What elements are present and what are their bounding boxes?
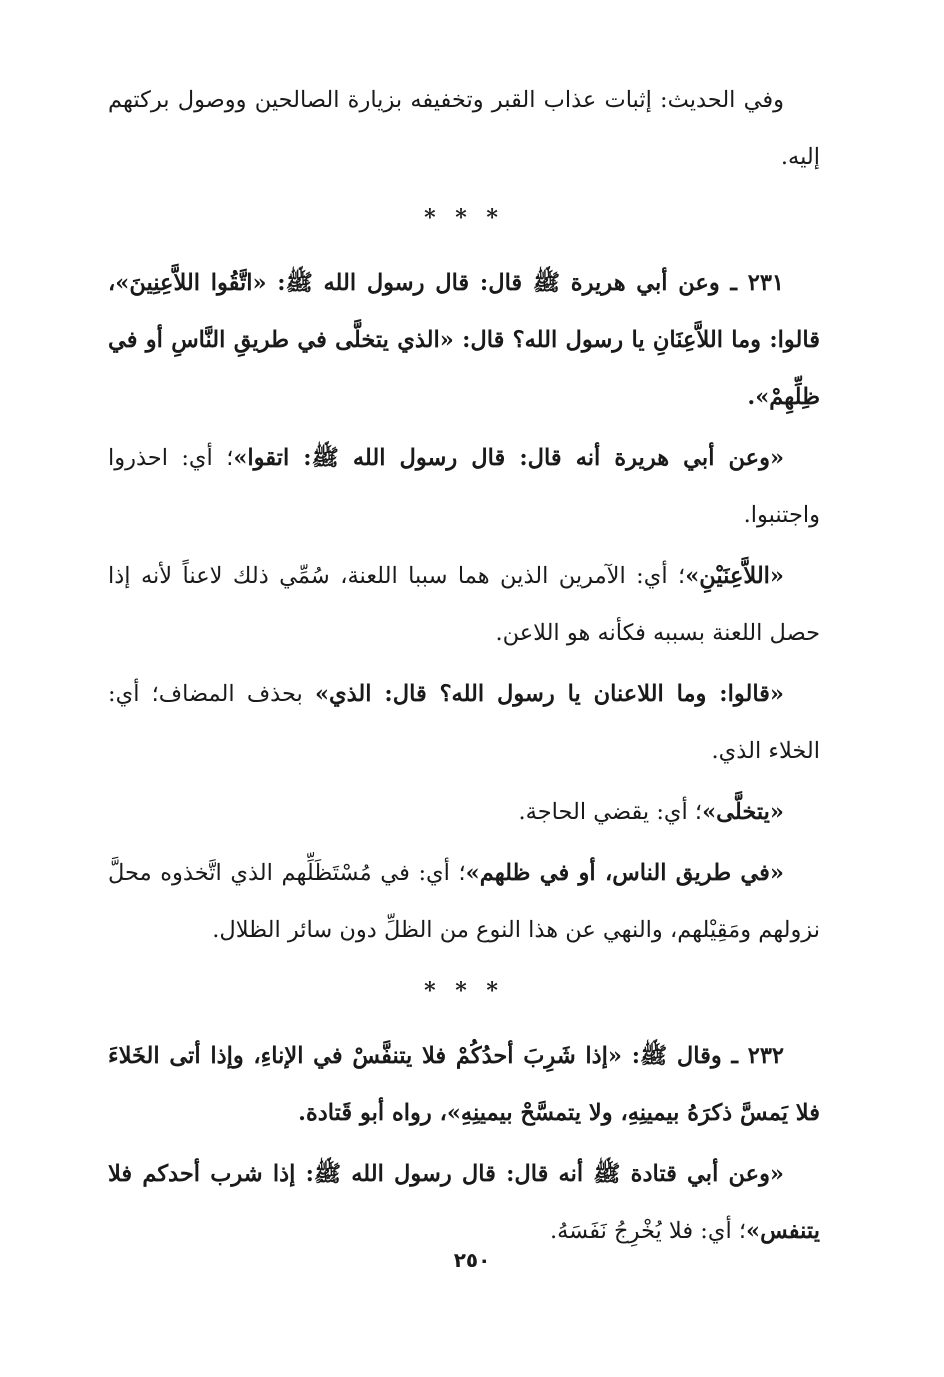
intro-paragraph [108,72,820,186]
intro-text: وفي الحديث: إثبات عذاب القبر وتخفيفه بزيارة الصالحين ووصول بركتهم إليه. [108,87,820,170]
commentary-231-p4 [108,784,820,841]
page-body [108,72,820,1260]
quoted-phrase: «قالوا: وما اللاعنان يا رسول الله؟ قال: الذي» [314,681,784,707]
commentary-232-p1 [108,1146,820,1260]
explanation-text: ؛ أي: في مُسْتَظَلِّهم الذي اتَّخذوه محلَّ نزولهم ومَقِيْلهم، والنهي عن هذا النوع من الظلِّ دون سائر الظلال. [108,860,820,943]
quoted-phrase: «في طريق الناس، أو في ظلهم» [465,860,784,886]
commentary-231-p5 [108,845,820,959]
quoted-phrase: «وعن أبي قتادة ﷺ أنه قال: قال رسول الله ﷺ: إذا شرب أحدكم فلا يتنفس» [108,1161,820,1244]
explanation-text: بحذف المضاف؛ أي: الخلاء الذي. [108,681,820,764]
commentary-231-p1 [108,430,820,544]
quoted-phrase: «اللاَّعِنَيْنِ» [685,563,784,589]
section-separator: * * * [424,978,504,1004]
explanation-text: ؛ أي: الآمرين الذين هما سببا اللعنة، سُمِّي ذلك لاعناً لأنه إذا حصل اللعنة بسببه فكأنه هو اللاعن. [108,563,820,646]
section-separator: * * * [424,205,504,231]
hadith-231-text: ٢٣١ ـ وعن أبي هريرة ﷺ قال: قال رسول الله ﷺ: «اتَّقُوا اللاَّعِنِينَ»، قالوا: وما اللاَّعِنَانِ يا رسول الله؟ قال: «الذي يتخلَّى في طريقِ النَّاسِ أو في ظِلِّهِمْ». [108,270,820,410]
page-number: ٢٥٠ [453,1248,491,1272]
quoted-phrase: «يتخلَّى» [702,799,784,825]
quoted-phrase: «وعن أبي هريرة أنه قال: قال رسول الله ﷺ: اتقوا» [233,445,785,471]
commentary-231-p3 [108,666,820,780]
hadith-232-text: ٢٣٢ ـ وقال ﷺ: «إذا شَرِبَ أحدُكُمْ فلا يتنفَّسْ في الإناءِ، وإذا أتى الخَلاءَ فلا يَمسَّ ذكرَهُ بيمينِهِ، ولا يتمسَّحْ بيمينِهِ»، رواه أبو قَتادة. [108,1043,820,1126]
explanation-text: ؛ أي: فلا يُخْرِجُ نَفَسَهُ. [549,1218,747,1244]
commentary-231-p2 [108,548,820,662]
explanation-text: ؛ أي: احذروا واجتنبوا. [108,445,820,528]
explanation-text: ؛ أي: يقضي الحاجة. [518,799,703,825]
